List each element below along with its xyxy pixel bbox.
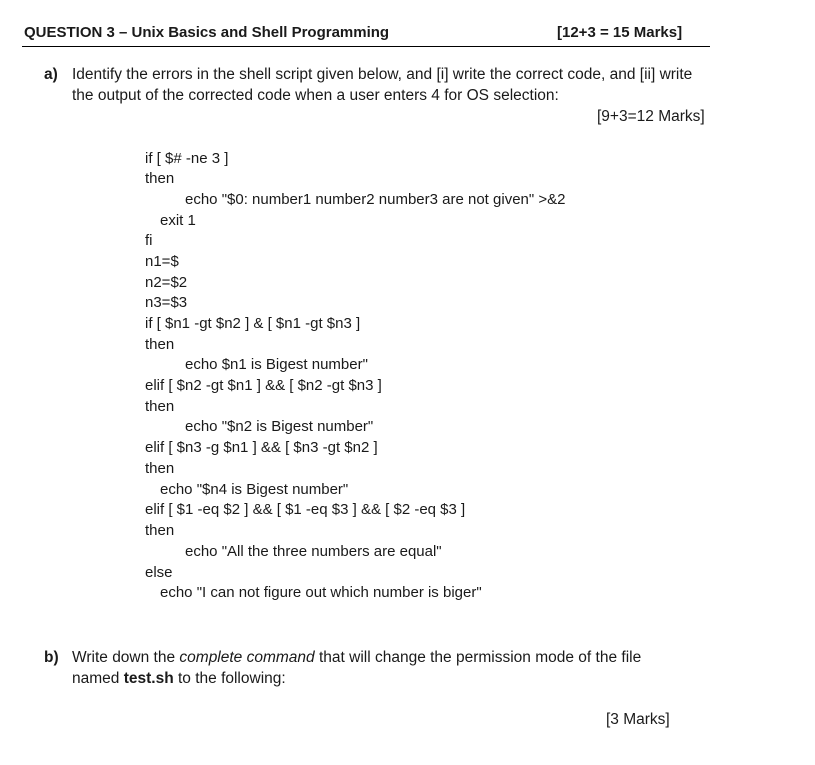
- code-line: echo "$0: number1 number2 number3 are not given" >&2: [185, 191, 566, 208]
- code-line: then: [145, 170, 175, 187]
- code-line: echo "$n2 is Bigest number": [185, 418, 374, 435]
- part-a-label: a): [44, 66, 58, 83]
- part-a-text-line2: the output of the corrected code when a user enters 4 for OS selection:: [72, 87, 559, 104]
- question-title: QUESTION 3 – Unix Basics and Shell Programming: [24, 24, 390, 41]
- part-b-emphasis: complete command: [179, 649, 315, 666]
- part-b-text-line1: [72, 647, 641, 668]
- part-b-line1-pre: Write down the: [72, 649, 180, 666]
- code-line: then: [145, 522, 175, 539]
- question-marks: [12+3 = 15 Marks]: [557, 24, 683, 41]
- code-line: if [ $n1 -gt $n2 ] & [ $n1 -gt $n3 ]: [145, 315, 361, 332]
- part-b-line2-post: to the following:: [173, 670, 286, 687]
- part-b-marks: [3 Marks]: [606, 711, 670, 728]
- part-a-marks: [9+3=12 Marks]: [597, 108, 705, 125]
- part-b-label: b): [44, 649, 59, 666]
- code-line: echo "All the three numbers are equal": [185, 543, 442, 560]
- part-b-line1-post: that will change the permission mode of the file: [314, 649, 642, 666]
- code-line: echo "I can not figure out which number is biger": [160, 584, 482, 601]
- code-line: fi: [145, 232, 153, 249]
- code-line: elif [ $n2 -gt $n1 ] && [ $n2 -gt $n3 ]: [145, 377, 382, 394]
- code-line: then: [145, 398, 175, 415]
- code-line: else: [145, 564, 173, 581]
- code-line: elif [ $n3 -g $n1 ] && [ $n3 -gt $n2 ]: [145, 439, 378, 456]
- code-line: echo "$n4 is Bigest number": [160, 481, 349, 498]
- part-b-line2-pre: named: [72, 670, 124, 687]
- part-a-text-line1: Identify the errors in the shell script given below, and [i] write the correct code, and [ii] write: [72, 66, 693, 83]
- code-line: exit 1: [160, 212, 196, 229]
- part-b-text-line2: [72, 668, 286, 689]
- part-b-filename: test.sh: [123, 670, 174, 687]
- code-line: n3=$3: [145, 294, 188, 311]
- code-line: then: [145, 336, 175, 353]
- code-line: n2=$2: [145, 274, 188, 291]
- code-line: elif [ $1 -eq $2 ] && [ $1 -eq $3 ] && [ $2 -eq $3 ]: [145, 501, 466, 518]
- code-line: if [ $# -ne 3 ]: [145, 150, 229, 167]
- code-line: n1=$: [145, 253, 179, 270]
- code-line: then: [145, 460, 175, 477]
- header-divider: [22, 46, 710, 47]
- code-line: echo $n1 is Bigest number": [185, 356, 368, 373]
